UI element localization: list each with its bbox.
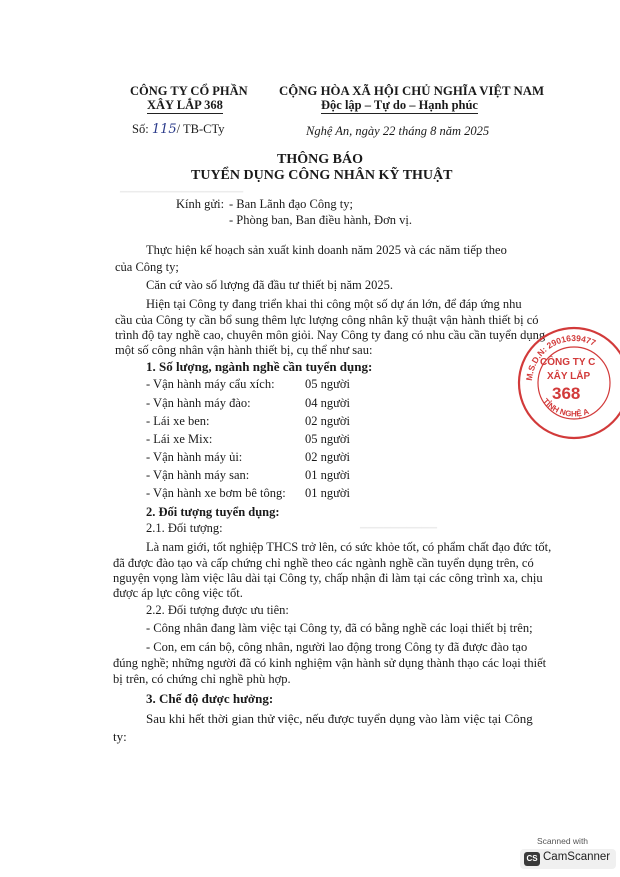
job-name: - Vận hành máy cẩu xích: <box>146 377 275 391</box>
section-2-1-text: Là nam giới, tốt nghiệp THCS trở lên, có sức khỏe tốt, có phẩm chất đạo đức tốt, <box>146 540 552 554</box>
handwritten-number: 115 <box>151 122 177 137</box>
section-2-2-item-cont: đúng nghề; những người đã có kinh nghiệm vận hành sử dụng thành thạo các loại thiết <box>113 656 547 670</box>
job-count: 01 người <box>305 468 350 482</box>
job-name: - Vận hành máy ủi: <box>146 450 243 464</box>
job-count: 02 người <box>305 450 350 464</box>
section-2-2-item: - Công nhân đang làm việc tại Công ty, đã có bằng nghề các loại thiết bị trên; <box>146 621 533 635</box>
section-2-2-heading: 2.2. Đối tượng được ưu tiên: <box>146 603 289 617</box>
seal-ring-text: M.S.D.N: 2901639477 <box>523 332 598 382</box>
place-and-date: Nghệ An, ngày 22 tháng 8 năm 2025 <box>306 124 490 138</box>
recipient-item: - Ban Lãnh đạo Công ty; <box>229 197 353 211</box>
camscanner-logo-icon: CS <box>524 852 540 866</box>
bleed-through-text: ▁▁▁▁▁▁▁▁▁▁ <box>360 518 437 529</box>
job-name: - Vận hành máy san: <box>146 468 250 482</box>
seal-outer-ring <box>519 328 620 438</box>
section-2-heading: 2. Đối tượng tuyển dụng: <box>146 505 280 519</box>
intro-paragraph-2: Căn cứ vào số lượng đã đầu tư thiết bị năm 2025. <box>146 278 394 292</box>
intro-paragraph-1-cont: của Công ty; <box>115 260 179 274</box>
section-3-heading: 3. Chế độ được hưởng: <box>146 691 274 706</box>
job-name: - Lái xe Mix: <box>146 432 213 446</box>
intro-paragraph-3-cont: một số công nhân vận hành thiết bị, cụ thể như sau: <box>115 343 373 357</box>
job-count: 04 người <box>305 396 350 410</box>
bleed-through-text: ▁▁▁▁▁▁▁▁▁▁▁▁▁▁▁▁ <box>120 182 244 193</box>
scanner-caption: Scanned with <box>537 836 589 846</box>
company-name-line2: XÂY LẮP 368 <box>147 98 223 112</box>
company-name-line1: CÔNG TY CỔ PHẦN <box>130 84 248 98</box>
intro-paragraph-3-cont: cầu của Công ty cần bổ sung thêm lực lượng công nhân kỹ thuật vận hành thiết bị có <box>115 313 539 327</box>
nation-title: CỘNG HÒA XÃ HỘI CHỦ NGHĨA VIỆT NAM <box>279 84 545 98</box>
section-2-1-text: đã được đào tạo và cấp chứng chỉ nghề theo các ngành nghề cần tuyển dụng trên, có <box>113 556 534 570</box>
job-count: 02 người <box>305 414 350 428</box>
job-name: - Vận hành xe bơm bê tông: <box>146 486 286 500</box>
nation-motto: Độc lập – Tự do – Hạnh phúc <box>321 98 478 112</box>
seal-center-number: 368 <box>552 384 581 403</box>
section-2-1-text: nguyện vọng làm việc lâu dài tại Công ty, chấp nhận đi làm tại các công trình xa, chịu <box>113 571 543 585</box>
job-count: 05 người <box>305 377 350 391</box>
company-seal <box>514 323 620 441</box>
notice-subtitle: TUYỂN DỤNG CÔNG NHÂN KỸ THUẬT <box>191 168 453 183</box>
recipients-label: Kính gửi: <box>176 197 225 211</box>
section-3-text-cont: ty: <box>113 729 127 744</box>
job-name: - Vận hành máy đào: <box>146 396 251 410</box>
seal-center-line1: CÔNG TY C <box>540 357 596 368</box>
intro-paragraph-3: Hiện tại Công ty đang triển khai thi công một số dự án lớn, để đáp ứng nhu <box>146 297 522 311</box>
section-1-heading: 1. Số lượng, ngành nghề cần tuyển dụng: <box>146 359 373 374</box>
seal-bottom-text: TỈNH NGHỆ A <box>541 396 591 419</box>
seal-center-line2: XÂY LẮP <box>547 371 591 382</box>
job-name: - Lái xe ben: <box>146 414 210 428</box>
section-2-2-item-cont: bị trên, có chứng chỉ nghề phù hợp. <box>113 672 291 686</box>
job-count: 05 người <box>305 432 350 446</box>
recipient-item: - Phòng ban, Ban điều hành, Đơn vị. <box>229 213 412 227</box>
section-2-2-item: - Con, em cán bộ, công nhân, người lao động trong Công ty đã được đào tạo <box>146 640 528 654</box>
section-3-text: Sau khi hết thời gian thử việc, nếu được tuyển dụng vào làm việc tại Công <box>146 711 533 726</box>
notice-title: THÔNG BÁO <box>277 152 363 167</box>
section-2-1-heading: 2.1. Đối tượng: <box>146 521 223 535</box>
intro-paragraph-1: Thực hiện kế hoạch sản xuất kinh doanh năm 2025 và các năm tiếp theo <box>146 243 507 257</box>
intro-paragraph-3-cont: trình độ tay nghề cao, chuyên môn giỏi. Nay Công ty đang có nhu cầu cần tuyển dụng <box>115 328 546 342</box>
section-2-1-text: được áp lực công việc tốt. <box>113 586 243 600</box>
job-count: 01 người <box>305 486 350 500</box>
document-number: Số: 115/ TB-CTy <box>132 122 225 137</box>
scanner-brand: CamScanner <box>543 851 611 863</box>
